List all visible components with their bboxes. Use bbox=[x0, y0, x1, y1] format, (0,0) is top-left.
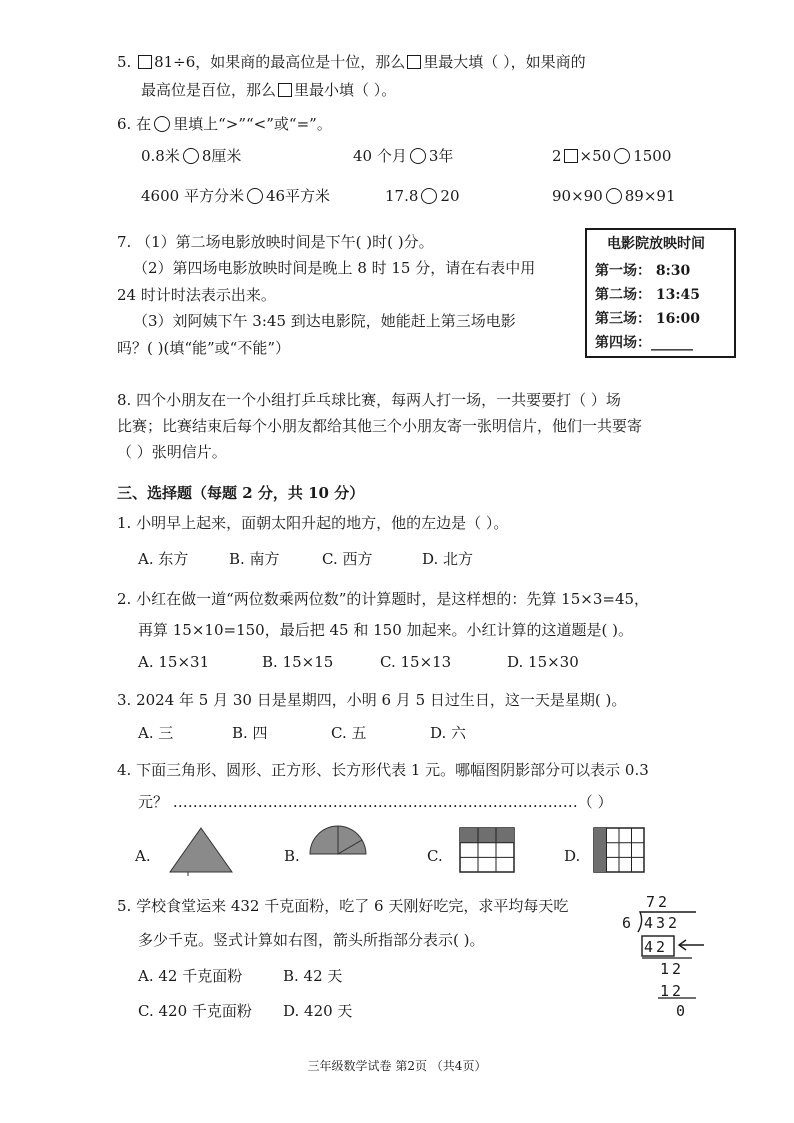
blank-square-icon bbox=[407, 55, 421, 69]
c3-option-c: C. 五 bbox=[331, 724, 367, 742]
c4-option-b: B. bbox=[284, 847, 300, 865]
c3-option-a: A. 三 bbox=[138, 724, 174, 742]
q6-item: 0.8米 8厘米 bbox=[141, 147, 242, 165]
table-title: 电影院放映时间 bbox=[607, 236, 705, 252]
c2-stem-line2: 再算 15×10=150，最后把 45 和 150 加起来。小红计算的这道题是( )。 bbox=[138, 621, 633, 639]
c2-option-a: A. 15×31 bbox=[138, 653, 210, 671]
division-remainder: 0 bbox=[676, 1002, 689, 1020]
blank-square-icon bbox=[278, 83, 292, 97]
q7-part3: （3）刘阿姨下午 3:45 到达电影院，她能赶上第三场电影 bbox=[133, 312, 516, 330]
blank-circle-icon bbox=[421, 188, 437, 204]
c5-stem-line1: 5. 学校食堂运来 432 千克面粉，吃了 6 天刚好吃完，求平均每天吃 bbox=[117, 897, 569, 915]
c1-option-c: C. 西方 bbox=[322, 550, 373, 568]
q7-part3-cont: 吗？( )(填“能”或“不能”） bbox=[117, 339, 290, 357]
c5-option-a: A. 42 千克面粉 bbox=[138, 967, 243, 985]
c1-option-d: D. 北方 bbox=[422, 550, 474, 568]
page-footer: 三年级数学试卷 第2页 （共4页） bbox=[307, 1059, 487, 1073]
division-step2: 12 bbox=[660, 960, 685, 978]
c4-stem-line2: 元？ ………………………………………………………………………（ ） bbox=[138, 793, 613, 811]
c4-stem-line1: 4. 下面三角形、圆形、正方形、长方形代表 1 元。哪幅图阴影部分可以表示 0.3 bbox=[117, 761, 649, 779]
shaded-square-figure bbox=[458, 826, 518, 876]
c4-option-c: C. bbox=[427, 847, 443, 865]
q8-line3: （ ）张明信片。 bbox=[117, 443, 227, 461]
q6-item: 17.8 20 bbox=[385, 187, 460, 205]
blank-circle-icon bbox=[154, 116, 170, 132]
table-row: 第二场： 13:45 bbox=[595, 287, 701, 303]
c2-option-d: D. 15×30 bbox=[507, 653, 579, 671]
shaded-circle-figure bbox=[300, 818, 376, 868]
blank-circle-icon bbox=[247, 188, 263, 204]
q7-part1: 7. （1）第二场电影放映时间是下午( )时( )分。 bbox=[117, 233, 434, 251]
blank-circle-icon bbox=[614, 148, 630, 164]
q6-item: 2 ×50 1500 bbox=[552, 147, 672, 165]
movie-schedule-table bbox=[585, 228, 736, 358]
c5-option-b: B. 42 天 bbox=[283, 967, 343, 985]
blank-circle-icon bbox=[183, 148, 199, 164]
shaded-triangle-figure bbox=[166, 826, 236, 878]
blank-square-icon bbox=[564, 149, 578, 163]
q8-line2: 比赛；比赛结束后每个小朋友都给其他三个小朋友寄一张明信片，他们一共要寄 bbox=[117, 417, 643, 435]
division-divisor: 6 bbox=[622, 914, 635, 932]
q6-prompt: 6. 在 里填上“>”“<”或“=”。 bbox=[117, 115, 332, 133]
table-row: 第四场：______ bbox=[595, 335, 693, 351]
table-row: 第三场： 16:00 bbox=[595, 311, 701, 327]
q8-line1: 8. 四个小朋友在一个小组打乒乓球比赛，每两人打一场，一共要要打（ ）场 bbox=[117, 391, 621, 409]
q7-part2-cont: 24 时计时法表示出来。 bbox=[117, 286, 276, 304]
c5-option-d: D. 420 天 bbox=[283, 1002, 353, 1020]
division-quotient: 72 bbox=[646, 893, 671, 911]
q7-part2: （2）第四场电影放映时间是晚上 8 时 15 分，请在右表中用 bbox=[133, 259, 536, 277]
division-step1: 42 bbox=[644, 938, 669, 956]
table-row: 第一场： 8:30 bbox=[595, 263, 691, 279]
c4-option-a: A. bbox=[135, 847, 151, 865]
blank-circle-icon bbox=[606, 188, 622, 204]
division-bracket-lines bbox=[630, 910, 706, 1002]
q6-item: 40 个月 3年 bbox=[353, 147, 454, 165]
blank-circle-icon bbox=[410, 148, 426, 164]
c2-option-b: B. 15×15 bbox=[262, 653, 334, 671]
q6-item: 90×90 89×91 bbox=[552, 187, 676, 205]
c5-stem-line2: 多少千克。竖式计算如右图，箭头所指部分表示( )。 bbox=[138, 931, 485, 949]
c1-stem: 1. 小明早上起来，面朝太阳升起的地方，他的左边是（ ）。 bbox=[117, 514, 509, 532]
section-title: 三、选择题（每题 2 分，共 10 分） bbox=[117, 484, 365, 502]
c2-option-c: C. 15×13 bbox=[380, 653, 452, 671]
c2-stem-line1: 2. 小红在做一道“两位数乘两位数”的计算题时，是这样想的：先算 15×3=45， bbox=[117, 590, 650, 608]
arrow-left-icon bbox=[676, 938, 706, 952]
c3-stem: 3. 2024 年 5 月 30 日是星期四，小明 6 月 5 日过生日，这一天是星期( )。 bbox=[117, 691, 627, 709]
q5-line2: 最高位是百位，那么 里最小填（ ）。 bbox=[141, 81, 397, 99]
division-step3: 12 bbox=[660, 982, 685, 1000]
c1-option-b: B. 南方 bbox=[229, 550, 280, 568]
q6-item: 4600 平方分米 46平方米 bbox=[141, 187, 331, 205]
shaded-rectangle-figure bbox=[592, 826, 648, 876]
division-dividend: 432 bbox=[644, 914, 681, 932]
blank-square-icon bbox=[138, 55, 152, 69]
c4-option-d: D. bbox=[564, 847, 581, 865]
c5-option-c: C. 420 千克面粉 bbox=[138, 1002, 252, 1020]
c3-option-d: D. 六 bbox=[430, 724, 467, 742]
q5-line1: 5. 81÷6，如果商的最高位是十位，那么 里最大填（ ），如果商的 bbox=[117, 53, 586, 71]
c1-option-a: A. 东方 bbox=[138, 550, 189, 568]
c3-option-b: B. 四 bbox=[232, 724, 268, 742]
